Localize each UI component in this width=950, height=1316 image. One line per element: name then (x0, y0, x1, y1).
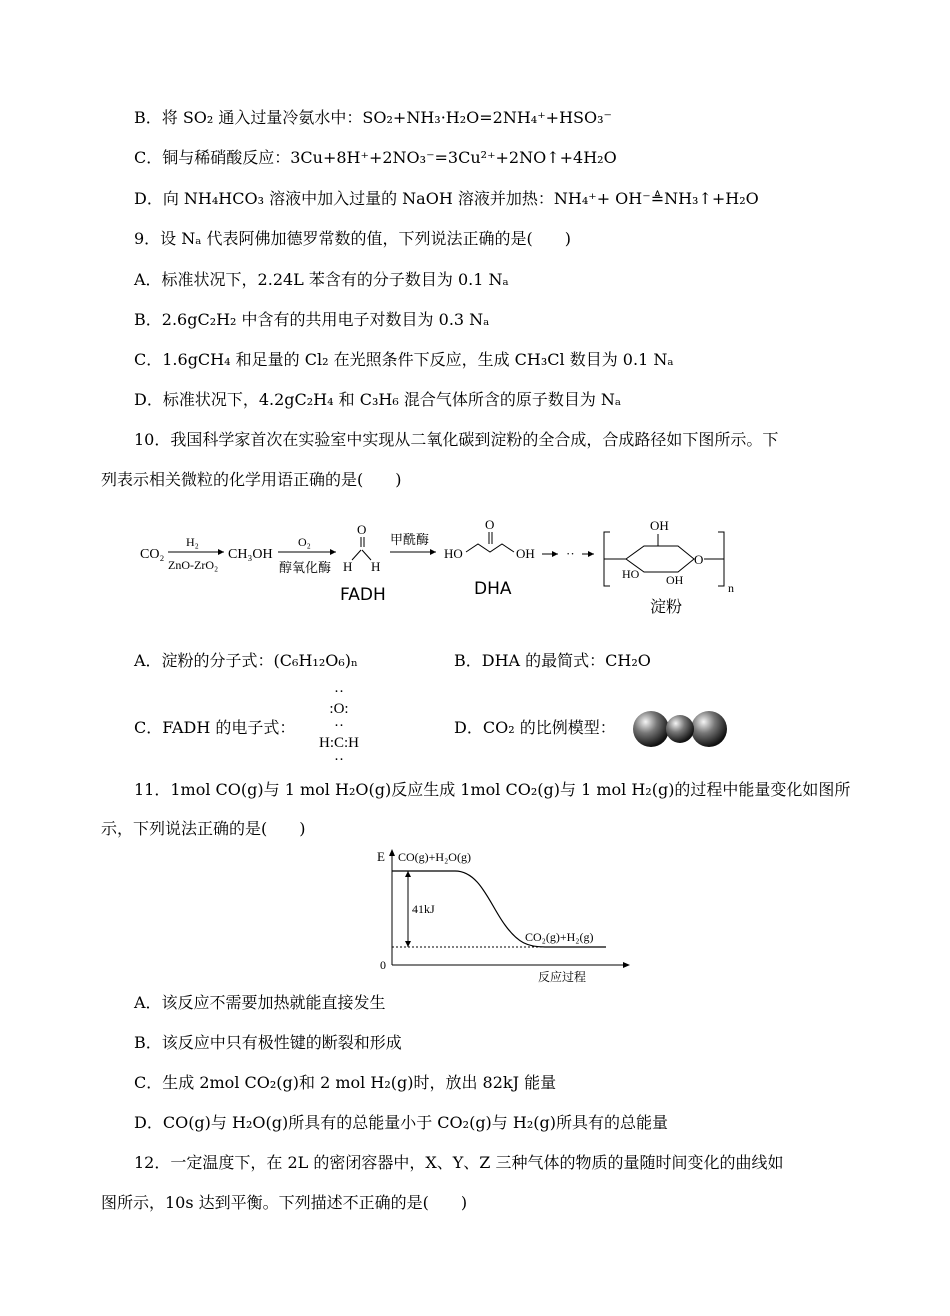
svg-text:O: O (694, 552, 704, 567)
h2-label: H₂ (186, 535, 199, 549)
enzyme2-label: 甲酰酶 (390, 533, 430, 548)
origin-label: 0 (380, 958, 386, 972)
dots-bottom: ·· (334, 752, 344, 768)
question-12-line2: 图所示，10s 达到平衡。下列描述不正确的是( ) (101, 1193, 468, 1212)
svg-text:OH: OH (516, 546, 535, 561)
option-11a: A．该反应不需要加热就能直接发生 (134, 993, 386, 1012)
ch3oh-label: CH₃OH (228, 547, 273, 562)
option-10a: A．淀粉的分子式：(C₆H₁₂O₆)ₙ (134, 651, 358, 670)
x-axis-label: 反应过程 (538, 970, 587, 984)
reactants-label: CO(g)+H₂O(g) (398, 850, 471, 864)
option-11d: D．CO(g)与 H₂O(g)所具有的总能量小于 CO₂(g)与 H₂(g)所具有的总能量 (134, 1113, 668, 1132)
option-8c: C．铜与稀硝酸反应：3Cu+8H⁺+2NO₃⁻=3Cu²⁺+2NO↑+4H₂O (134, 148, 617, 167)
question-11-line1: 11．1mol CO(g)与 1 mol H₂O(g)反应生成 1mol CO₂(g)与 1 mol H₂(g)的过程中能量变化如图所 (134, 780, 851, 799)
dots-top: ·· (334, 684, 344, 700)
dots-mid: ·· (334, 718, 344, 734)
starch-structure (604, 518, 734, 595)
catalyst-label: ZnO-ZrO₂ (168, 558, 219, 572)
option-9a: A．标准状况下，2.24L 苯含有的分子数目为 0.1 Nₐ (134, 270, 509, 289)
co2-space-filling-model (630, 707, 730, 751)
enzyme1-label: 醇氧化酶 (279, 561, 332, 576)
energy-diagram (370, 845, 650, 985)
hch-line: H:C:H (318, 735, 359, 751)
option-11c: C．生成 2mol CO₂(g)和 2 mol H₂(g)时，放出 82kJ 能量 (134, 1073, 557, 1092)
svg-text:OH: OH (650, 518, 669, 533)
option-9c: C．1.6gCH₄ 和足量的 Cl₂ 在光照条件下反应，生成 CH₃Cl 数目为 0.1 Nₐ (134, 350, 674, 369)
delta-label: 41kJ (412, 902, 435, 916)
option-11b: B．该反应中只有极性键的断裂和形成 (134, 1033, 402, 1052)
dha-structure (444, 517, 535, 561)
option-9b: B．2.6gC₂H₂ 中含有的共用电子对数目为 0.3 Nₐ (134, 310, 490, 329)
question-11-line2: 示，下列说法正确的是( ) (101, 819, 306, 838)
question-9: 9．设 Nₐ 代表阿佛加德罗常数的值，下列说法正确的是( ) (134, 229, 572, 248)
question-10-line2: 列表示相关微粒的化学用语正确的是( ) (101, 470, 402, 489)
option-10c: C．FADH 的电子式： (134, 718, 296, 737)
svg-text:O: O (357, 522, 367, 537)
option-10b: B．DHA 的最简式：CH₂O (454, 651, 651, 670)
question-10-line1: 10．我国科学家首次在实验室中实现从二氧化碳到淀粉的全合成，合成路径如下图所示。下 (134, 430, 779, 449)
synthesis-scheme (138, 514, 778, 624)
formaldehyde-structure (343, 522, 380, 574)
svg-text:OH: OH (666, 573, 684, 587)
svg-text:··: ·· (566, 546, 575, 561)
fadh-label: FADH (340, 585, 386, 605)
o2-label: O₂ (298, 535, 311, 549)
starch-label: 淀粉 (650, 597, 683, 616)
option-10d: D．CO₂ 的比例模型： (454, 718, 616, 737)
svg-text:O: O (485, 517, 495, 532)
option-8d: D．向 NH₄HCO₃ 溶液中加入过量的 NaOH 溶液并加热：NH₄⁺+ OH⁻≜NH₃↑+H₂O (134, 189, 759, 208)
oxygen-line: :O: (329, 701, 349, 717)
electron-formula (304, 684, 374, 769)
co2-label: CO₂ (140, 547, 165, 562)
option-8b: B．将 SO₂ 通入过量冷氨水中：SO₂+NH₃·H₂O=2NH₄⁺+HSO₃⁻ (134, 108, 612, 127)
question-12-line1: 12．一定温度下，在 2L 的密闭容器中，X、Y、Z 三种气体的物质的量随时间变化的曲线如 (134, 1153, 784, 1172)
starch-n: n (728, 581, 734, 595)
dha-label: DHA (474, 579, 512, 599)
svg-text:HO: HO (444, 546, 463, 561)
y-axis-label: E (377, 849, 385, 864)
products-label: CO₂(g)+H₂(g) (525, 930, 594, 944)
svg-text:HO: HO (622, 567, 640, 581)
svg-text:H: H (343, 559, 353, 574)
option-9d: D．标准状况下，4.2gC₂H₄ 和 C₃H₆ 混合气体所含的原子数目为 Nₐ (134, 390, 622, 409)
svg-text:H: H (371, 559, 381, 574)
